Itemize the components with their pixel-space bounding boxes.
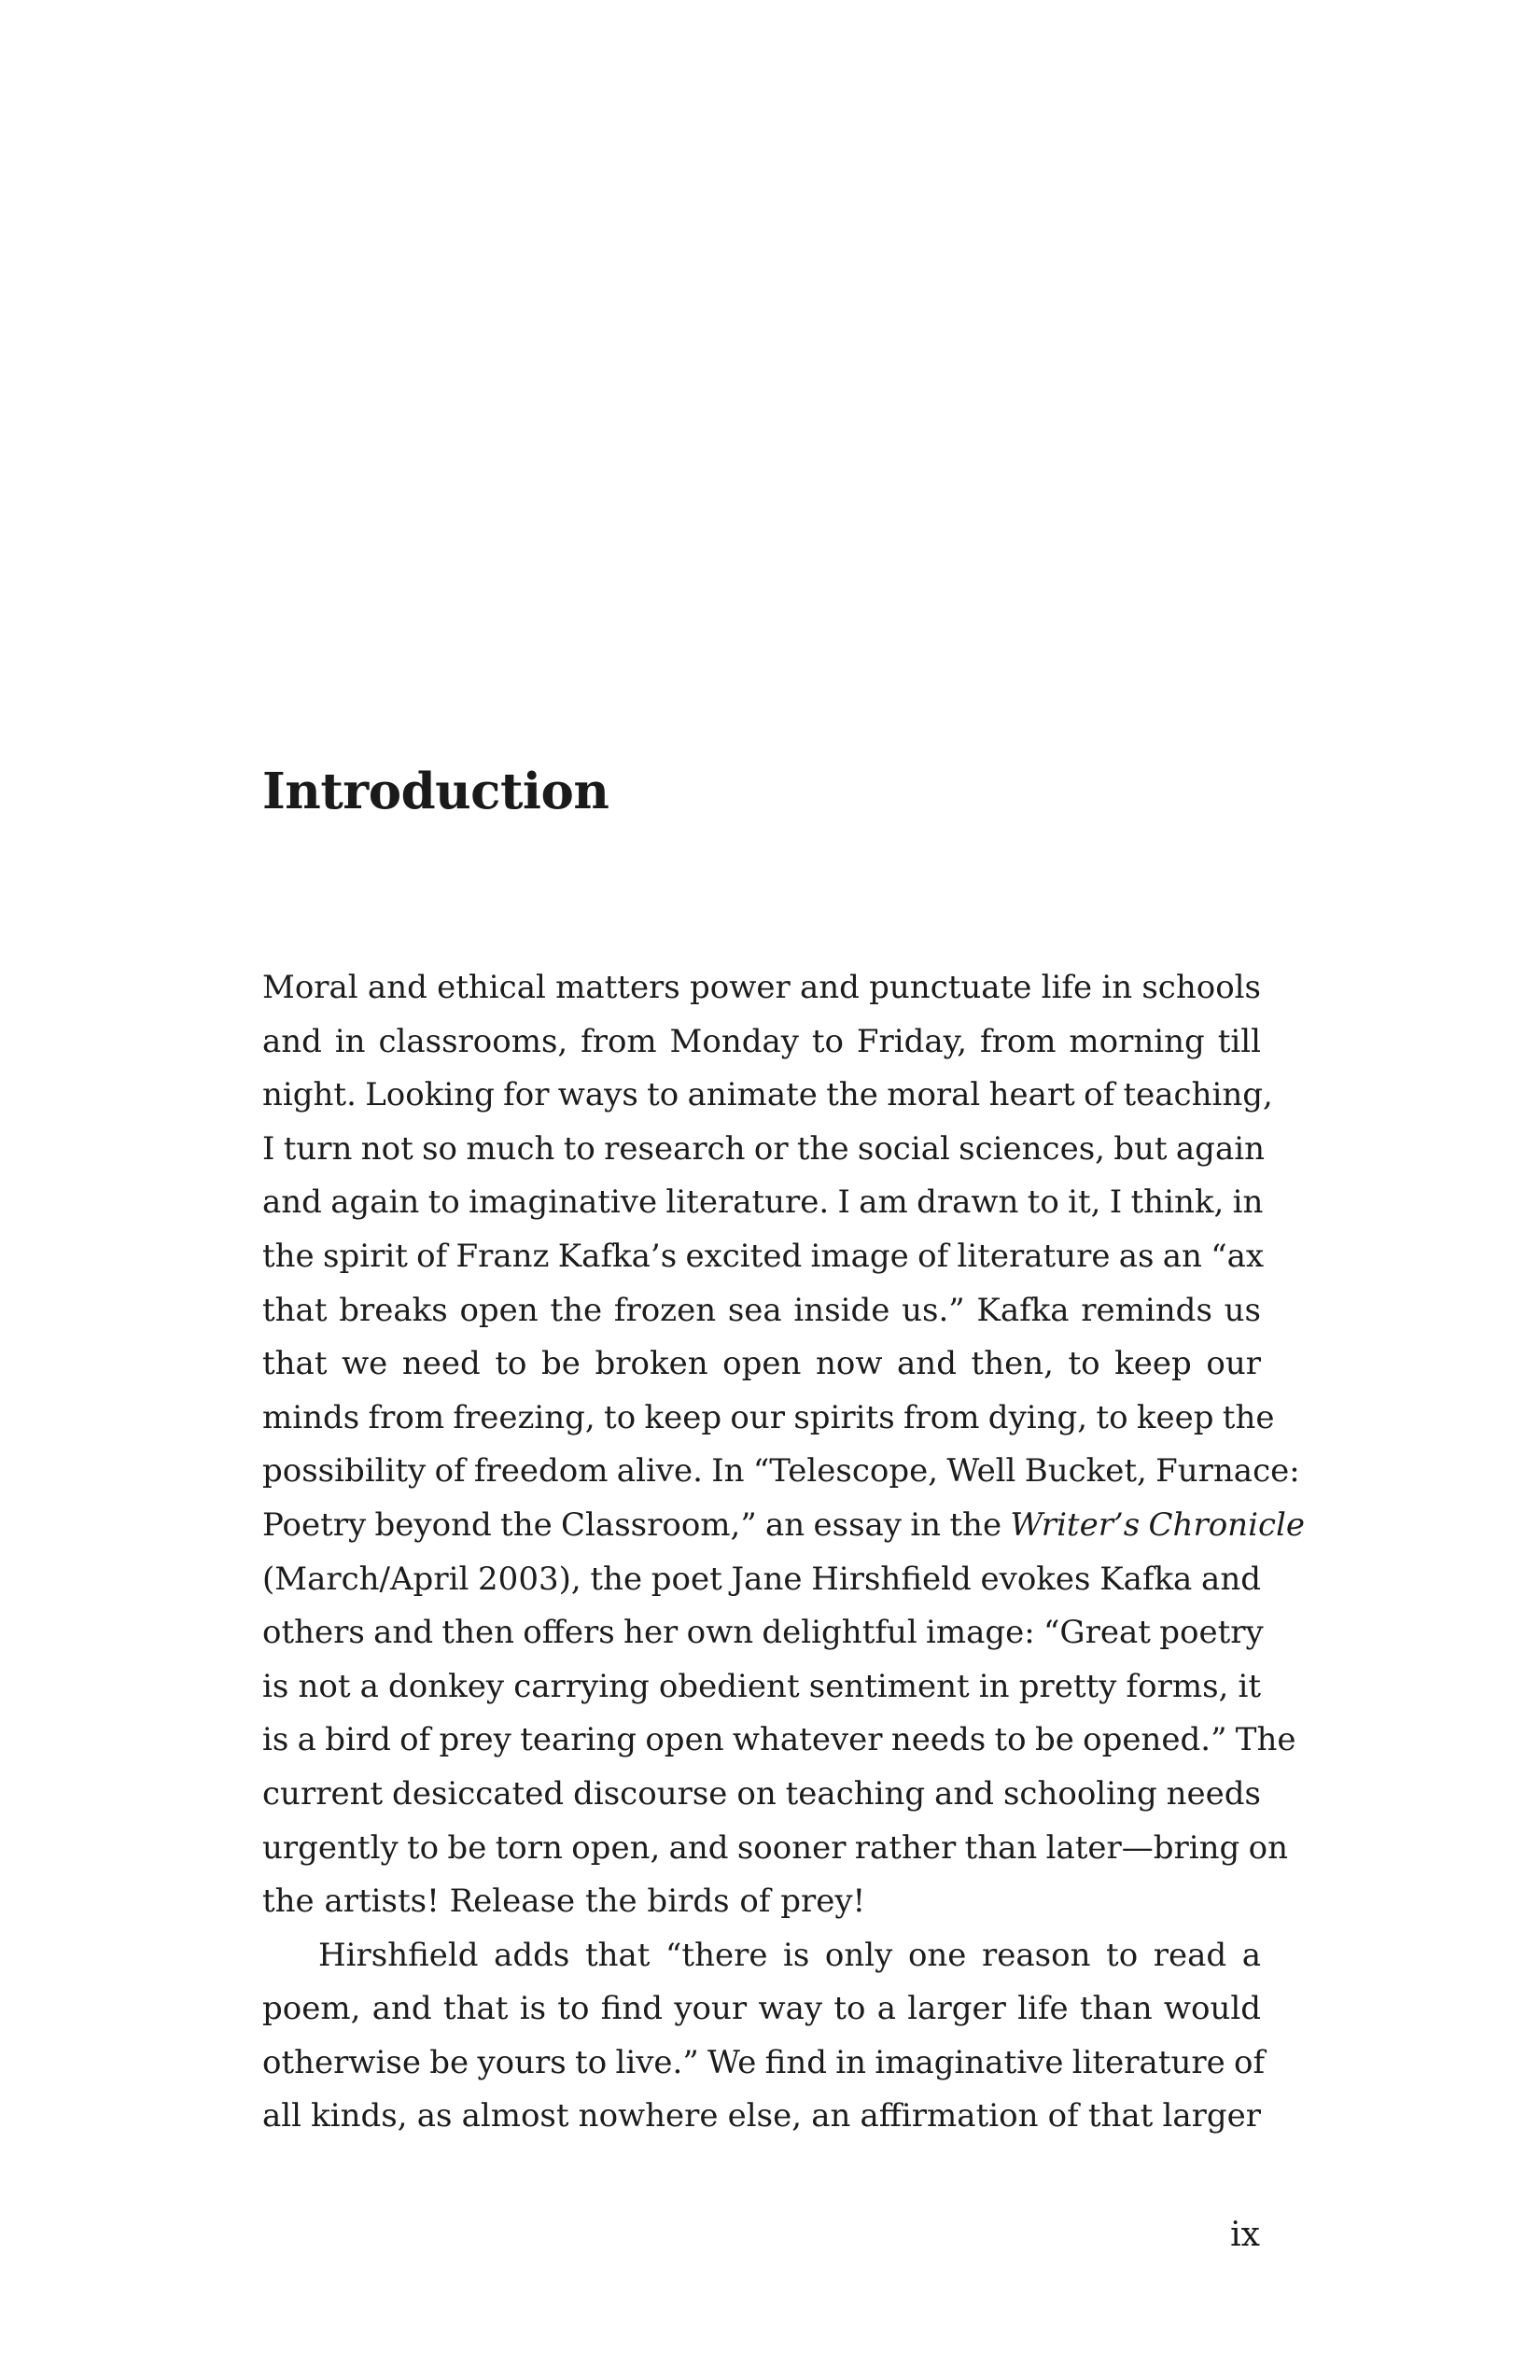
text-line: possibility of freedom alive. In “Telescope, Well Bucket, Furnace: [262,1452,1300,1491]
text-line: urgently to be torn open, and sooner rather than later—bring on [262,1828,1288,1867]
text-line: otherwise be yours to live.” We find in imaginative literature of [262,2043,1266,2081]
text-line: poem, and that is to find your way to a larger life than would [262,1990,1261,2028]
text-line: that we need to be broken open now and then, to keep our [262,1345,1261,1383]
text-line: all kinds, as almost nowhere else, an affirmation of that larger [262,2097,1261,2135]
text-line: is a bird of prey tearing open whatever needs to be opened.” The [262,1721,1296,1759]
text-line: Hirshfield adds that “there is only one reason to read a [318,1936,1261,1974]
text-line: the spirit of Franz Kafka’s excited image of literature as an “ax [262,1237,1265,1275]
text-line: current desiccated discourse on teaching and schooling needs [262,1774,1261,1813]
text-line: Moral and ethical matters power and punctuate life in schools [262,969,1261,1006]
body-text [262,961,1305,2144]
text-line: the artists! Release the birds of prey! [262,1883,866,1921]
text-line: night. Looking for ways to animate the moral heart of teaching, [262,1076,1273,1114]
text-line: (March/April 2003), the poet Jane Hirshfield evokes Kafka and [262,1560,1261,1598]
page-number: ix [1230,2216,1260,2254]
text-line: is not a donkey carrying obedient sentiment in pretty forms, it [262,1667,1261,1705]
chapter-title: Introduction [262,763,609,820]
text-line: and again to imaginative literature. I am drawn to it, I think, in [262,1183,1264,1222]
text-line: and in classrooms, from Monday to Friday, from morning till [262,1022,1261,1060]
periodical-title: Writer’s Chronicle [1010,1505,1305,1544]
text-line: others and then offers her own delightful image: “Great poetry [262,1614,1264,1652]
text-segment: Poetry beyond the Classroom,” an essay in the [262,1505,1011,1544]
text-line: that breaks open the frozen sea inside us.” Kafka reminds us [262,1291,1261,1329]
text-line-with-italic-title [262,1499,1305,1553]
text-line: minds from freezing, to keep our spirits from dying, to keep the [262,1398,1275,1436]
text-line: I turn not so much to research or the social sciences, but again [262,1129,1265,1168]
